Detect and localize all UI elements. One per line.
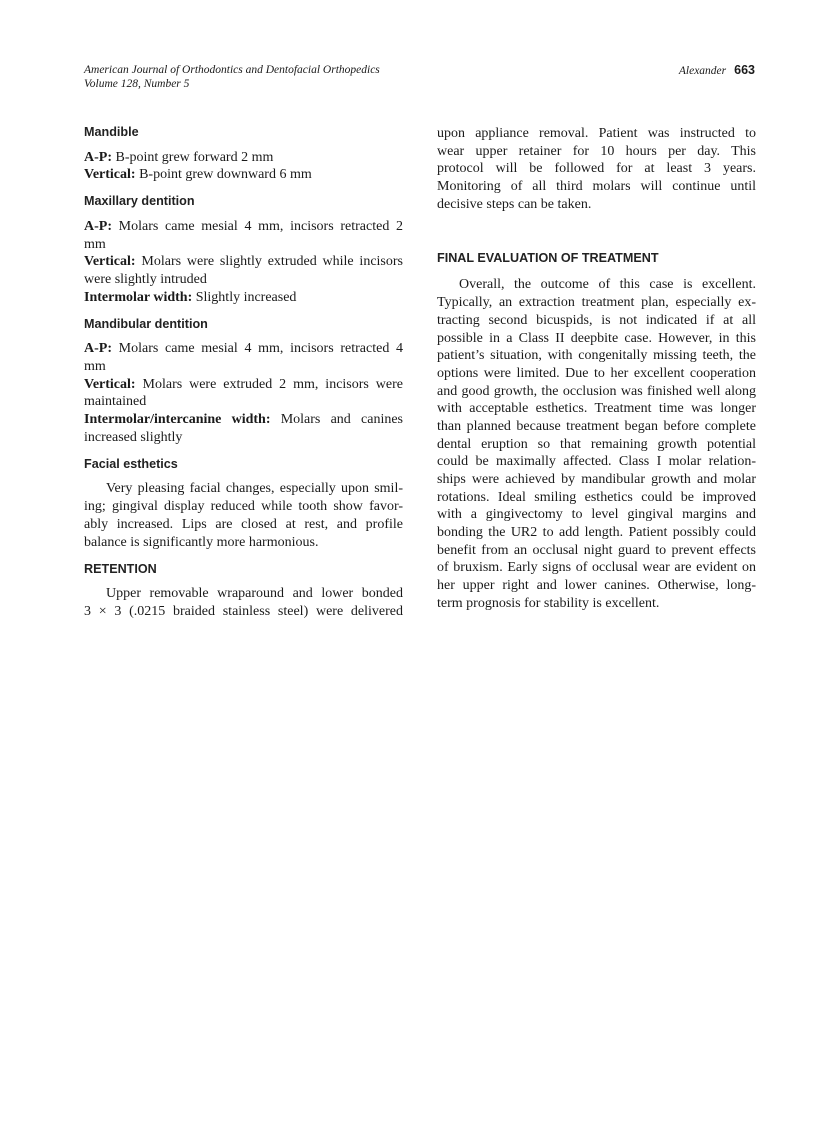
text-line (84, 253, 403, 271)
definition-item (84, 149, 403, 167)
text-line (84, 271, 403, 289)
text-line: bonding the UR2 to add length. Patient possibly could (437, 525, 756, 541)
definition-item (84, 411, 403, 446)
text-line: 3 × 3 (.0215 braided stainless steel) were delivered (84, 603, 403, 619)
item-text: Slightly increased (192, 289, 297, 305)
page-number: 663 (734, 63, 755, 77)
text-line: tracting second bicuspids, is not indicated if at all (437, 312, 756, 328)
item-text: B-point grew forward 2 mm (112, 149, 274, 165)
text-line (84, 429, 403, 447)
text-line (84, 149, 403, 167)
journal-title: American Journal of Orthodontics and Dentofacial Orthopedics (84, 64, 380, 76)
item-label: Intermolar width: (84, 289, 193, 305)
text-line: Upper removable wraparound and lower bonded (106, 586, 403, 602)
item-label: Vertical: (84, 376, 136, 392)
text-line: with acceptable esthetics. Treatment time was longer (437, 401, 756, 417)
text-line: ships were achieved by mandibular growth and molar (437, 472, 756, 487)
text-line: dental eruption so that remaining growth potential (437, 436, 756, 452)
text-line: patient’s situation, with congenitally missing teeth, the (437, 348, 756, 364)
item-label: Vertical: (84, 254, 136, 270)
paragraph (437, 125, 756, 213)
section-heading: RETENTION (84, 561, 157, 576)
text-line: and good growth, the occlusion was finished well along (437, 383, 756, 399)
running-header-right (679, 63, 755, 78)
paragraph (437, 276, 756, 612)
text-line: with a gingivectomy to level gingival margins and (437, 507, 756, 523)
item-text: Molars and canines (270, 412, 403, 428)
definition-item (84, 166, 403, 184)
item-text: maintained (84, 394, 147, 410)
section-heading: Maxillary dentition (84, 194, 195, 209)
text-line: possible in a Class II deepbite case. However, in this (437, 330, 756, 346)
item-text: B-point grew downward 6 mm (135, 167, 312, 183)
item-label: A-P: (84, 218, 112, 234)
item-text: Molars were extruded 2 mm, incisors were (135, 376, 403, 392)
item-text: Molars were slightly extruded while incisors (135, 254, 403, 270)
right-column (437, 125, 756, 613)
text-line: balance is significantly more harmonious. (84, 534, 319, 550)
item-text: increased slightly (84, 429, 183, 445)
item-label: Vertical: (84, 167, 136, 183)
paragraph (84, 480, 403, 551)
text-line (84, 289, 403, 307)
definition-item (84, 218, 403, 253)
item-text: Molars came mesial 4 mm, incisors retracted 4 (112, 341, 403, 357)
item-label: Intermolar/intercanine width: (84, 412, 271, 428)
definition-item (84, 289, 403, 307)
text-line (84, 393, 403, 411)
section-heading: Mandible (84, 125, 139, 139)
paragraph (84, 585, 403, 620)
item-text: mm (84, 236, 106, 252)
section-heading: Facial esthetics (84, 456, 178, 471)
text-line: protocol will be followed for at least 3 years. (437, 161, 756, 177)
section-heading: Mandibular dentition (84, 316, 208, 331)
left-column (84, 124, 403, 621)
running-header-left (84, 63, 380, 91)
text-line: of bruxism. Early signs of occlusal wear are evident on (437, 560, 756, 576)
item-text: Molars came mesial 4 mm, incisors retracted 2 (112, 218, 403, 234)
item-label: A-P: (84, 341, 112, 357)
text-line: rotations. Ideal smiling esthetics could be improved (437, 489, 756, 505)
text-line (84, 236, 403, 254)
definition-item (84, 376, 403, 411)
text-line: benefit from an occlusal night guard to prevent effects (437, 542, 756, 558)
item-label: A-P: (84, 149, 112, 165)
text-line: her upper right and lower canines. Otherwise, long- (437, 578, 756, 594)
text-line (84, 166, 403, 184)
definition-item (84, 340, 403, 375)
text-line: Very pleasing facial changes, especially upon smil- (106, 481, 403, 497)
section-heading: FINAL EVALUATION OF TREATMENT (437, 251, 659, 266)
text-line: than planned because treatment began before complete (437, 418, 756, 434)
text-line: Overall, the outcome of this case is excellent. (459, 277, 756, 293)
journal-volume: Volume 128, Number 5 (84, 78, 190, 90)
definition-item (84, 253, 403, 288)
text-line: upon appliance removal. Patient was instructed to (437, 126, 756, 141)
text-line: wear upper retainer for 10 hours per day. This (437, 143, 756, 159)
text-line: term prognosis for stability is excellent. (437, 595, 660, 611)
text-line: could be maximally affected. Class I molar relation- (437, 454, 756, 470)
text-line: options were limited. Due to her excellent cooperation (437, 365, 756, 381)
text-line: ably increased. Lips are closed at rest, and profile (84, 516, 403, 532)
text-line: Typically, an extraction treatment plan, especially ex- (437, 295, 756, 311)
text-line (84, 358, 403, 376)
text-line (84, 340, 403, 358)
item-text: mm (84, 359, 106, 374)
author-name: Alexander (678, 65, 727, 77)
text-line (84, 411, 403, 429)
text-line: Monitoring of all third molars will continue until (437, 179, 756, 195)
text-line (84, 376, 403, 394)
text-line: decisive steps can be taken. (437, 196, 592, 212)
text-line: ing; gingival display reduced while tooth show favor- (84, 499, 403, 515)
text-line (84, 218, 403, 236)
item-text: were slightly intruded (84, 271, 207, 287)
